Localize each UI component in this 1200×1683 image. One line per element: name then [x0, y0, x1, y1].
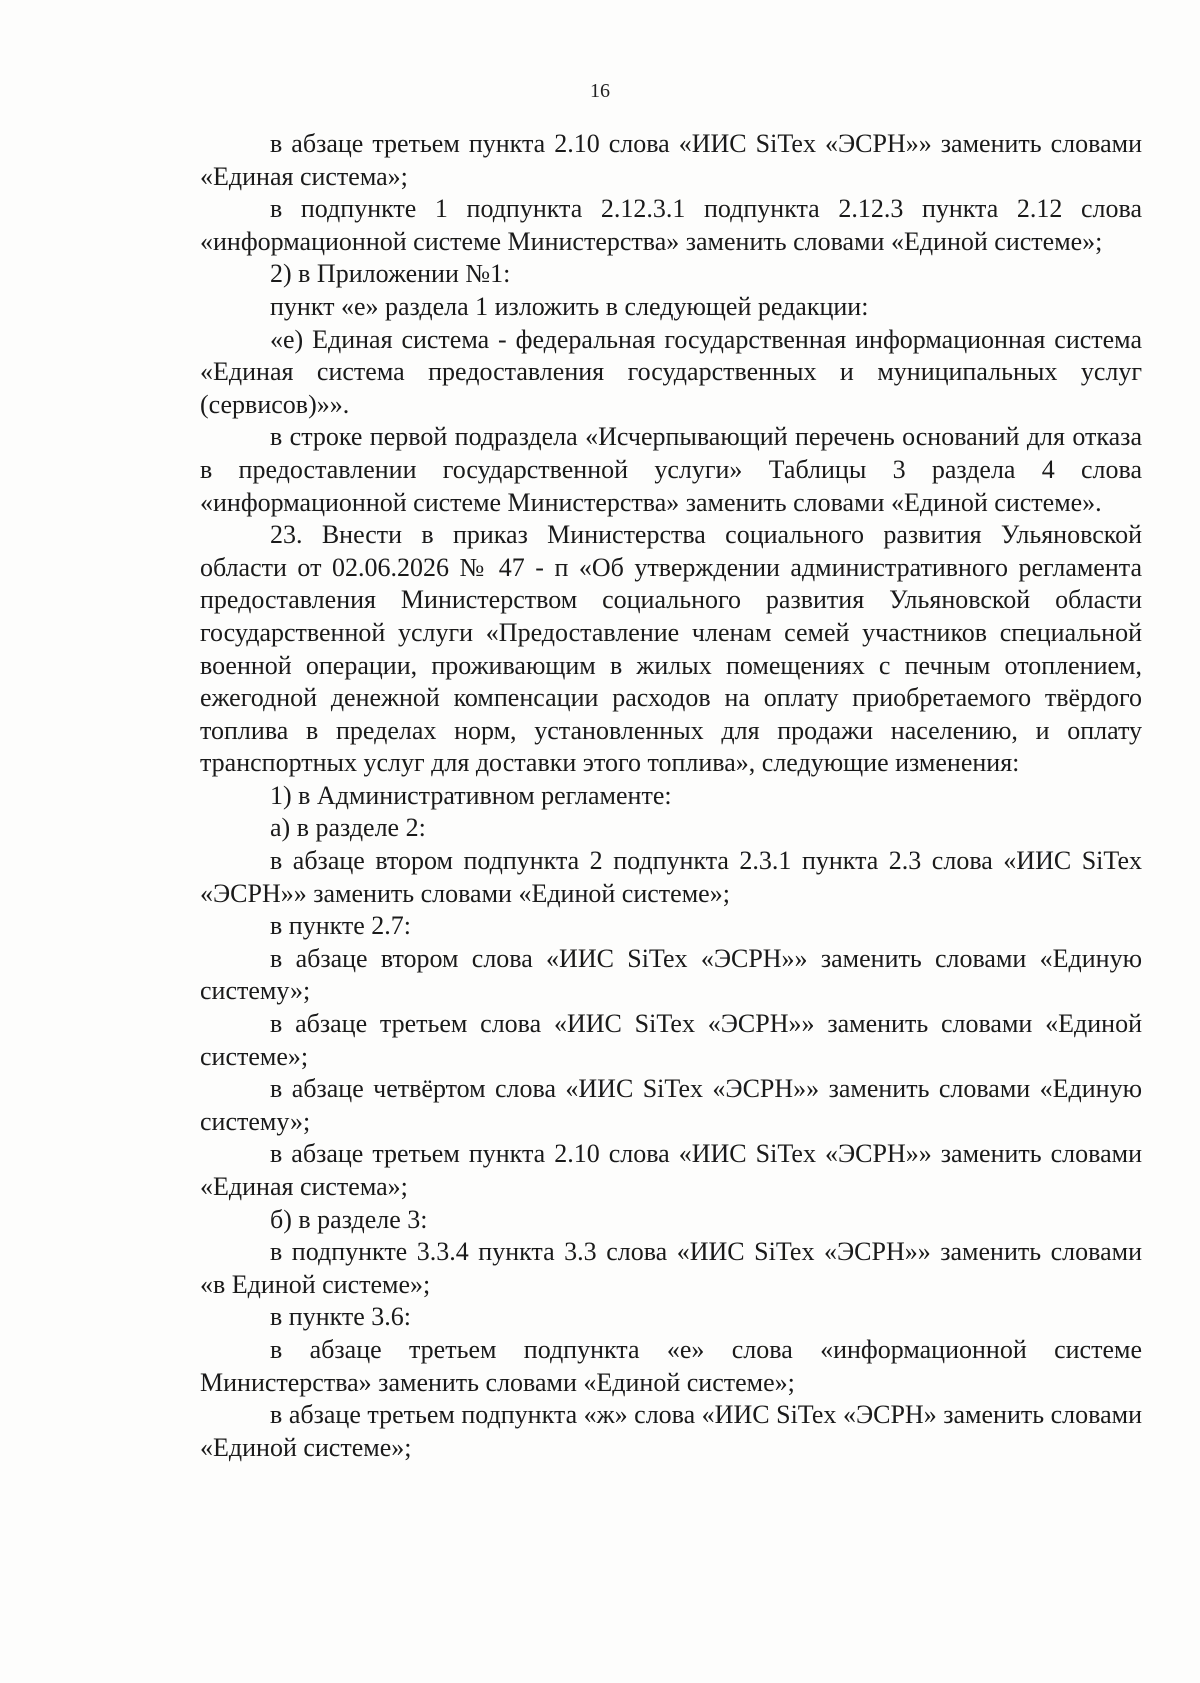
- paragraph: пункт «е» раздела 1 изложить в следующей редакции:: [270, 291, 869, 321]
- paragraph: 2) в Приложении №1:: [270, 259, 511, 289]
- paragraph: в абзаце третьем пункта 2.10 слова «ИИС SiTex «ЭСРН»» заменить словами «Единая система»;: [200, 1139, 1142, 1201]
- paragraph: в абзаце четвёртом слова «ИИС SiTex «ЭСРН»» заменить словами «Единую систему»;: [200, 1074, 1142, 1136]
- paragraph: в пункте 3.6:: [270, 1302, 412, 1332]
- paragraph: в абзаце третьем подпункта «е» слова «информационной системе Министерства» заменить словами «Единой системе»;: [200, 1334, 1142, 1397]
- paragraph: в пункте 2.7:: [270, 911, 412, 941]
- paragraph: б) в разделе 3:: [270, 1204, 428, 1234]
- paragraph: а) в разделе 2:: [270, 813, 426, 843]
- paragraph: в подпункте 1 подпункта 2.12.3.1 подпункта 2.12.3 пункта 2.12 слова «информационной системе Министерства» заменить словами «Единой системе»;: [200, 194, 1142, 256]
- paragraph: в абзаце втором слова «ИИС SiTex «ЭСРН»» заменить словами «Единую систему»;: [200, 943, 1142, 1006]
- paragraph: в абзаце третьем пункта 2.10 слова «ИИС SiTex «ЭСРН»» заменить словами «Единая система»;: [200, 129, 1142, 191]
- paragraph: 23. Внести в приказ Министерства социального развития Ульяновской области от 02.06.2026 № 47 - п «Об утверждении административного регламента предоставления Министерством социального развития Ульяновской области государственной услуги «Предоставление членам семей участников специальной военной операции, проживающим в жилых помещениях с печным отоплением, ежегодной денежной компенсации расходов на оплату приобретаемого твёрдого топлива в пределах норм, установленных для продажи населению, и оплату транспортных услуг для доставки этого топлива», следующие изменения:: [200, 520, 1142, 778]
- paragraph: в абзаце третьем подпункта «ж» слова «ИИС SiTex «ЭСРН» заменить словами «Единой системе»;: [200, 1400, 1142, 1462]
- paragraph: в абзаце третьем слова «ИИС SiTex «ЭСРН»» заменить словами «Единой системе»;: [200, 1009, 1142, 1071]
- paragraph: в абзаце втором подпункта 2 подпункта 2.3.1 пункта 2.3 слова «ИИС SiTex «ЭСРН»» заменить словами «Единой системе»;: [200, 846, 1142, 908]
- paragraph: «е) Единая система - федеральная государственная информационная система «Единая система предоставления государственных и муниципальных услуг (сервисов)»».: [200, 324, 1142, 419]
- page-number: 16: [590, 80, 610, 102]
- paragraph: в подпункте 3.3.4 пункта 3.3 слова «ИИС SiTex «ЭСРН»» заменить словами «в Единой системе»;: [200, 1237, 1142, 1299]
- document-body: [200, 128, 1142, 1464]
- paragraph: в строке первой подраздела «Исчерпывающий перечень оснований для отказа в предоставлении государственной услуги» Таблицы 3 раздела 4 слова «информационной системе Министерства» заменить словами «Единой системе».: [200, 422, 1142, 517]
- paragraph: 1) в Административном регламенте:: [270, 780, 672, 810]
